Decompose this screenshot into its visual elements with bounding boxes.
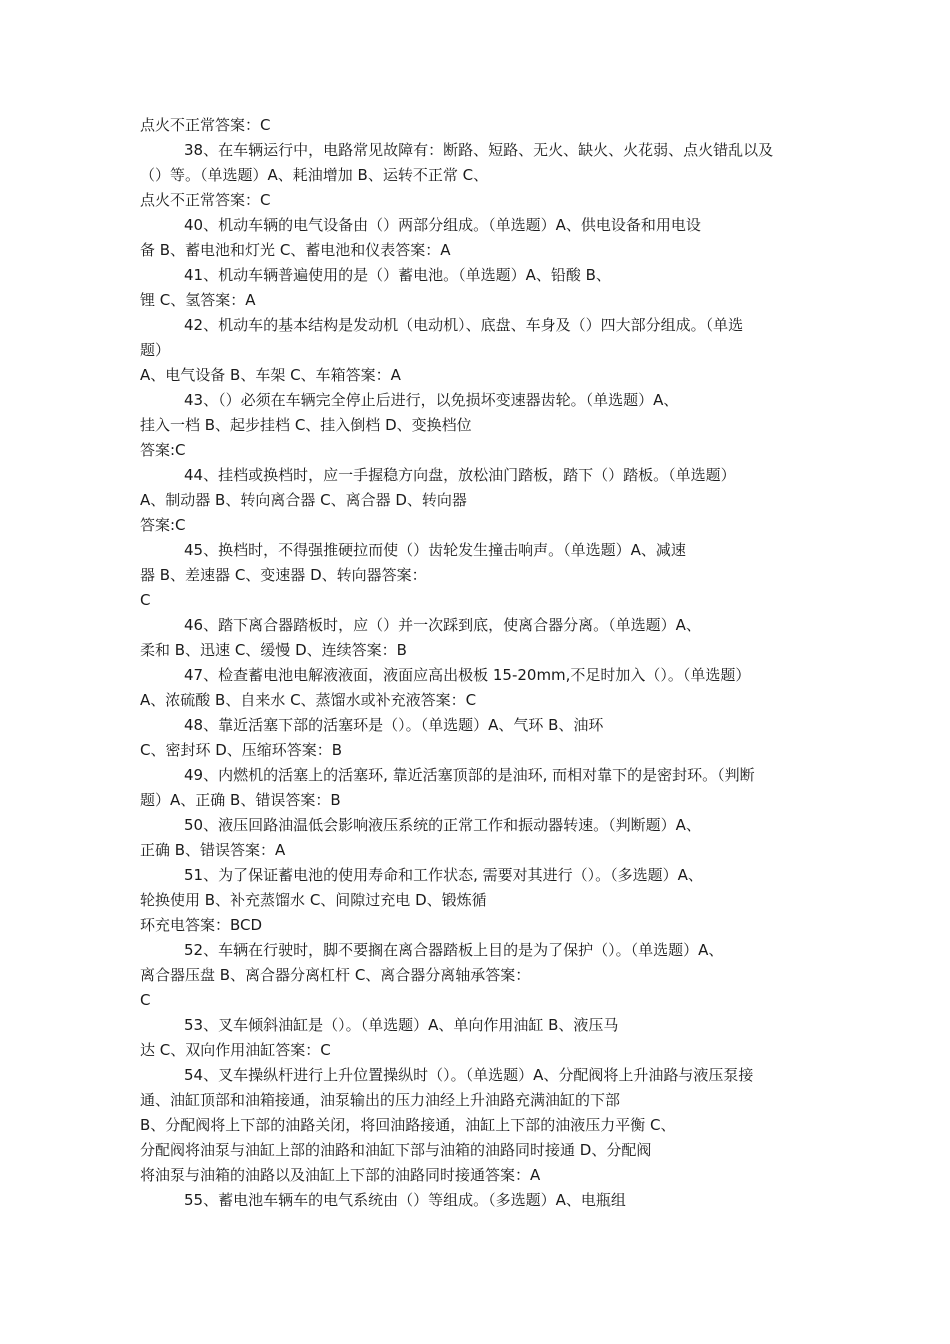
question-start-line: 44、挂档或换档时，应一手握稳方向盘，放松油门踏板，踏下（）踏板。（单选题） [184,466,736,484]
text-line: 答案:C [140,516,186,534]
text-line: 题） [140,341,171,359]
text-line: A、制动器 B、转向离合器 C、离合器 D、转向器 [140,491,467,509]
question-start-line: 40、机动车辆的电气设备由（）两部分组成。（单选题）A、供电设备和用电设 [184,216,701,234]
question-start-line: 41、机动车辆普遍使用的是（）蓄电池。（单选题）A、铅酸 B、 [184,266,611,284]
question-start-line: 48、靠近活塞下部的活塞环是（）。（单选题）A、气环 B、油环 [184,716,604,734]
text-line: 题）A、正确 B、错误答案：B [140,791,341,809]
question-start-line: 55、蓄电池车辆车的电气系统由（）等组成。（多选题）A、电瓶组 [184,1191,626,1209]
question-start-line: 42、机动车的基本结构是发动机（电动机）、底盘、车身及（）四大部分组成。（单选 [184,316,744,334]
text-line: 备 B、蓄电池和灯光 C、蓄电池和仪表答案：A [140,241,451,259]
text-line: 通、油缸顶部和油箱接通，油泵输出的压力油经上升油路充满油缸的下部 [140,1091,621,1109]
question-start-line: 46、踏下离合器踏板时，应（）并一次踩到底，使离合器分离。（单选题）A、 [184,616,701,634]
question-start-line: 49、内燃机的活塞上的活塞环, 靠近活塞顶部的是油环, 而相对靠下的是密封环。（判断 [184,766,755,784]
question-start-line: 38、在车辆运行中，电路常见故障有：断路、短路、无火、缺火、火花弱、点火错乱以及 [184,141,774,159]
text-line: （）等。（单选题）A、耗油增加 B、运转不正常 C、 [140,166,489,184]
text-line: 答案:C [140,441,186,459]
text-line: 将油泵与油箱的油路以及油缸上下部的油路同时接通答案：A [140,1166,541,1184]
text-line: 分配阀将油泵与油缸上部的油路和油缸下部与油箱的油路同时接通 D、分配阀 [140,1141,652,1159]
question-start-line: 47、检查蓄电池电解液液面，液面应高出极板 15-20mm,不足时加入（）。（单选题） [184,666,751,684]
text-line: A、电气设备 B、车架 C、车箱答案：A [140,366,401,384]
document-body [140,113,830,1213]
text-line: 点火不正常答案：C [140,191,271,209]
text-line: B、分配阀将上下部的油路关闭，将回油路接通，油缸上下部的油液压力平衡 C、 [140,1116,676,1134]
question-start-line: 50、液压回路油温低会影响液压系统的正常工作和振动器转速。（判断题）A、 [184,816,701,834]
question-start-line: 51、为了保证蓄电池的使用寿命和工作状态, 需要对其进行（）。（多选题）A、 [184,866,703,884]
text-line: C、密封环 D、压缩环答案：B [140,741,343,759]
text-line: 点火不正常答案：C [140,116,271,134]
text-line: 挂入一档 B、起步挂档 C、挂入倒档 D、变换档位 [140,416,472,434]
text-line: 正确 B、错误答案：A [140,841,286,859]
text-line: C [140,591,151,609]
question-start-line: 52、车辆在行驶时，脚不要搁在离合器踏板上目的是为了保护（）。（单选题）A、 [184,941,724,959]
text-line: 轮换使用 B、补充蒸馏水 C、间隙过充电 D、锻炼循 [140,891,487,909]
text-line: 器 B、差速器 C、变速器 D、转向器答案： [140,566,427,584]
question-start-line: 53、叉车倾斜油缸是（）。（单选题）A、单向作用油缸 B、液压马 [184,1016,619,1034]
question-start-line: 43、（）必须在车辆完全停止后进行，以免损坏变速器齿轮。（单选题）A、 [184,391,679,409]
text-line: A、浓硫酸 B、自来水 C、蒸馏水或补充液答案：C [140,691,477,709]
text-line: 离合器压盘 B、离合器分离杠杆 C、离合器分离轴承答案： [140,966,531,984]
question-start-line: 54、叉车操纵杆进行上升位置操纵时（）。（单选题）A、分配阀将上升油路与液压泵接 [184,1066,754,1084]
question-start-line: 45、换档时，不得强推硬拉而使（）齿轮发生撞击响声。（单选题）A、减速 [184,541,686,559]
text-line: 柔和 B、迅速 C、缓慢 D、连续答案：B [140,641,407,659]
text-line: 锂 C、氢答案：A [140,291,256,309]
text-line: 达 C、双向作用油缸答案：C [140,1041,331,1059]
text-line: 环充电答案：BCD [140,916,263,934]
text-line: C [140,991,151,1009]
